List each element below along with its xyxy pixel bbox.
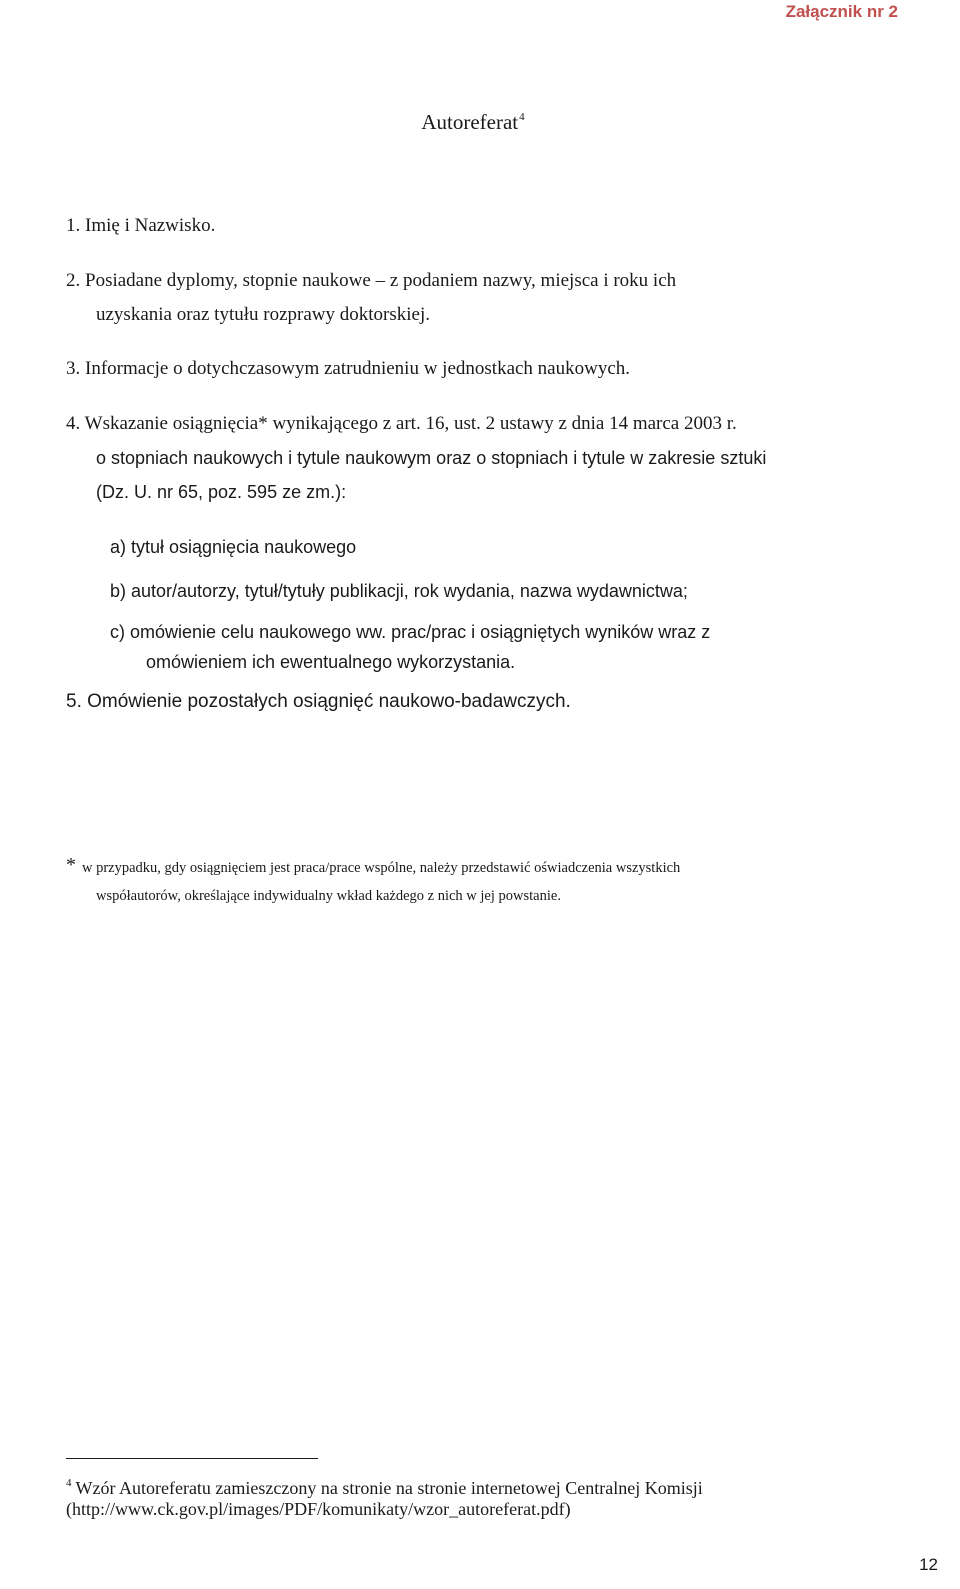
page-number: 12 <box>919 1555 938 1574</box>
footnote-separator <box>66 1458 318 1459</box>
document-title <box>0 103 946 136</box>
asterisk-note-line-1: w przypadku, gdy osiągnięciem jest praca/prace wspólne, należy przedstawić oświadczenia wszystkich <box>82 860 681 876</box>
item-4-line-2: o stopniach naukowych i tytule naukowym oraz o stopniach i tytule w zakresie sztuki <box>96 448 767 468</box>
item-2-line-2: uzyskania oraz tytułu rozprawy doktorskiej. <box>96 304 430 325</box>
footnote-text: Wzór Autoreferatu zamieszczony na stronie na stronie internetowej Centralnej Komisji <box>75 1478 703 1498</box>
item-1: 1. Imię i Nazwisko. <box>66 215 216 236</box>
item-4-line-1: 4. Wskazanie osiągnięcia* wynikającego z art. 16, ust. 2 ustawy z dnia 14 marca 2003 r. <box>66 413 737 434</box>
footnote-line-1 <box>66 1471 703 1500</box>
subitem-b: b) autor/autorzy, tytuł/tytuły publikacji, rok wydania, nazwa wydawnictwa; <box>110 581 688 601</box>
attachment-label: Załącznik nr 2 <box>785 2 898 21</box>
footnote-number: 4 <box>66 1477 72 1489</box>
item-4-line-3: (Dz. U. nr 65, poz. 595 ze zm.): <box>96 482 347 502</box>
subitem-a: a) tytuł osiągnięcia naukowego <box>110 537 357 557</box>
item-3: 3. Informacje o dotychczasowym zatrudnieniu w jednostkach naukowych. <box>66 358 631 379</box>
title-footnote-mark: 4 <box>519 111 525 123</box>
item-5: 5. Omówienie pozostałych osiągnięć naukowo-badawczych. <box>66 691 571 712</box>
asterisk-note-line-2: współautorów, określające indywidualny wkład każdego z nich w jej powstanie. <box>96 888 561 904</box>
subitem-c-line-2: omówieniem ich ewentualnego wykorzystania. <box>146 652 516 672</box>
footnote-line-2: (http://www.ck.gov.pl/images/PDF/komunikaty/wzor_autoreferat.pdf) <box>66 1499 571 1519</box>
asterisk-symbol: * <box>66 854 76 876</box>
subitem-c-line-1: c) omówienie celu naukowego ww. prac/prac i osiągniętych wyników wraz z <box>110 622 711 642</box>
title-text: Autoreferat <box>421 110 519 134</box>
item-2-line-1: 2. Posiadane dyplomy, stopnie naukowe – z podaniem nazwy, miejsca i roku ich <box>66 270 677 291</box>
